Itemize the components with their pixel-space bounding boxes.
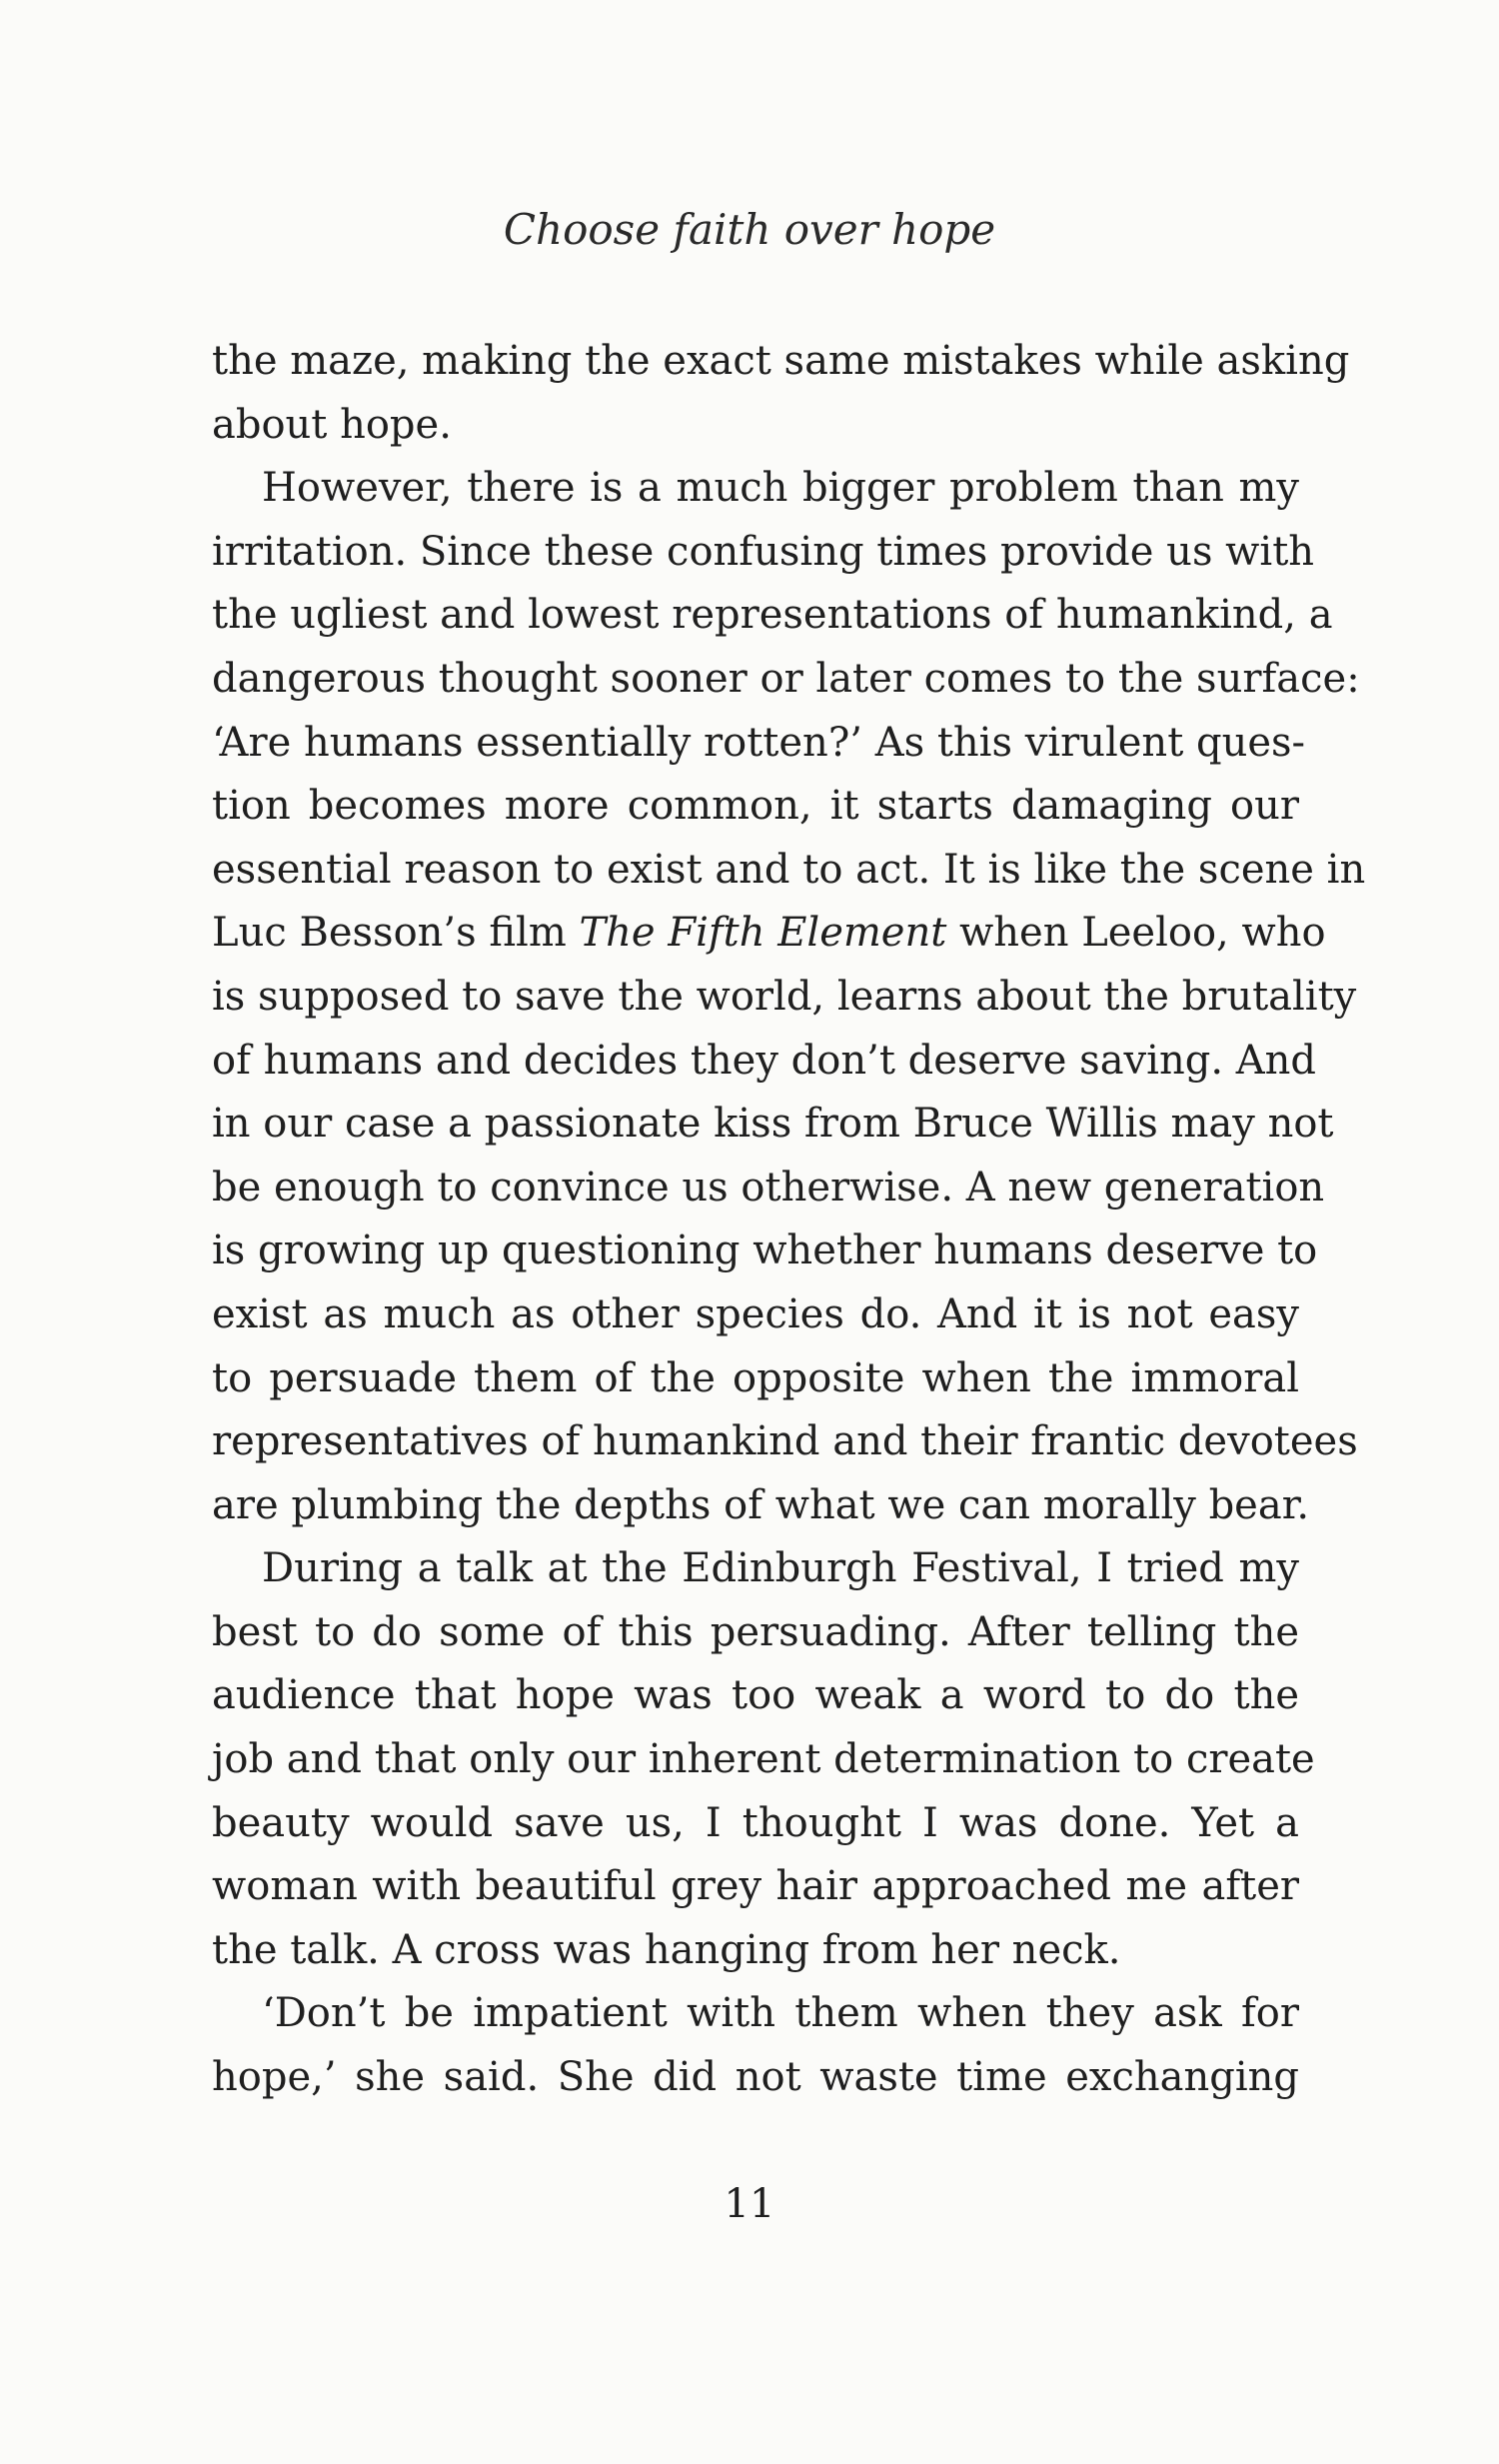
text-line: ‘Don’t be impatient with them when they ask for (262, 1990, 1299, 2037)
text-line: about hope. (212, 401, 452, 448)
text-line: tion becomes more common, it starts damaging our (212, 783, 1299, 830)
text-line: beauty would save us, I thought I was done. Yet a (212, 1799, 1299, 1846)
text-segment: when Leeloo, who (946, 910, 1326, 957)
text-line: be enough to convince us otherwise. A new generation (212, 1164, 1325, 1211)
running-head: Choose faith over hope (503, 205, 996, 254)
text-line: is growing up questioning whether humans deserve to (212, 1228, 1318, 1274)
text-line: is supposed to save the world, learns about the brutality (212, 973, 1357, 1020)
text-line: of humans and decides they don’t deserve saving. And (212, 1037, 1316, 1084)
text-line-with-film-title (212, 902, 1326, 966)
text-line: However, there is a much bigger problem than my (262, 465, 1299, 512)
text-line: exist as much as other species do. And it is not easy (212, 1290, 1299, 1337)
film-title: The Fifth Element (579, 910, 947, 957)
text-line: best to do some of this persuading. After telling the (212, 1608, 1299, 1655)
text-line: the maze, making the exact same mistakes while asking (212, 338, 1350, 384)
text-line: job and that only our inherent determination to create (212, 1736, 1315, 1783)
text-line: hope,’ she said. She did not waste time exchanging (212, 2054, 1299, 2101)
text-line: the talk. A cross was hanging from her neck. (212, 1926, 1121, 1973)
text-line: During a talk at the Edinburgh Festival, I tried my (262, 1545, 1299, 1592)
text-line: dangerous thought sooner or later comes to the surface: (212, 655, 1360, 702)
text-line: the ugliest and lowest representations of humankind, a (212, 592, 1333, 639)
text-line: are plumbing the depths of what we can morally bear. (212, 1481, 1310, 1528)
text-line: ‘Are humans essentially rotten?’ As this virulent ques- (212, 719, 1306, 766)
page-number: 11 (724, 2181, 775, 2227)
text-line: in our case a passionate kiss from Bruce Willis may not (212, 1101, 1334, 1148)
text-line: irritation. Since these confusing times provide us with (212, 528, 1315, 575)
text-line: to persuade them of the opposite when the immoral (212, 1354, 1299, 1401)
text-line: representatives of humankind and their frantic devotees (212, 1418, 1358, 1465)
body-text (212, 330, 1366, 2110)
text-line: audience that hope was too weak a word to do the (212, 1672, 1299, 1719)
text-line: essential reason to exist and to act. It is like the scene in (212, 846, 1366, 893)
text-segment: Luc Besson’s film (212, 910, 580, 957)
text-line: woman with beautiful grey hair approached me after (212, 1863, 1299, 1910)
